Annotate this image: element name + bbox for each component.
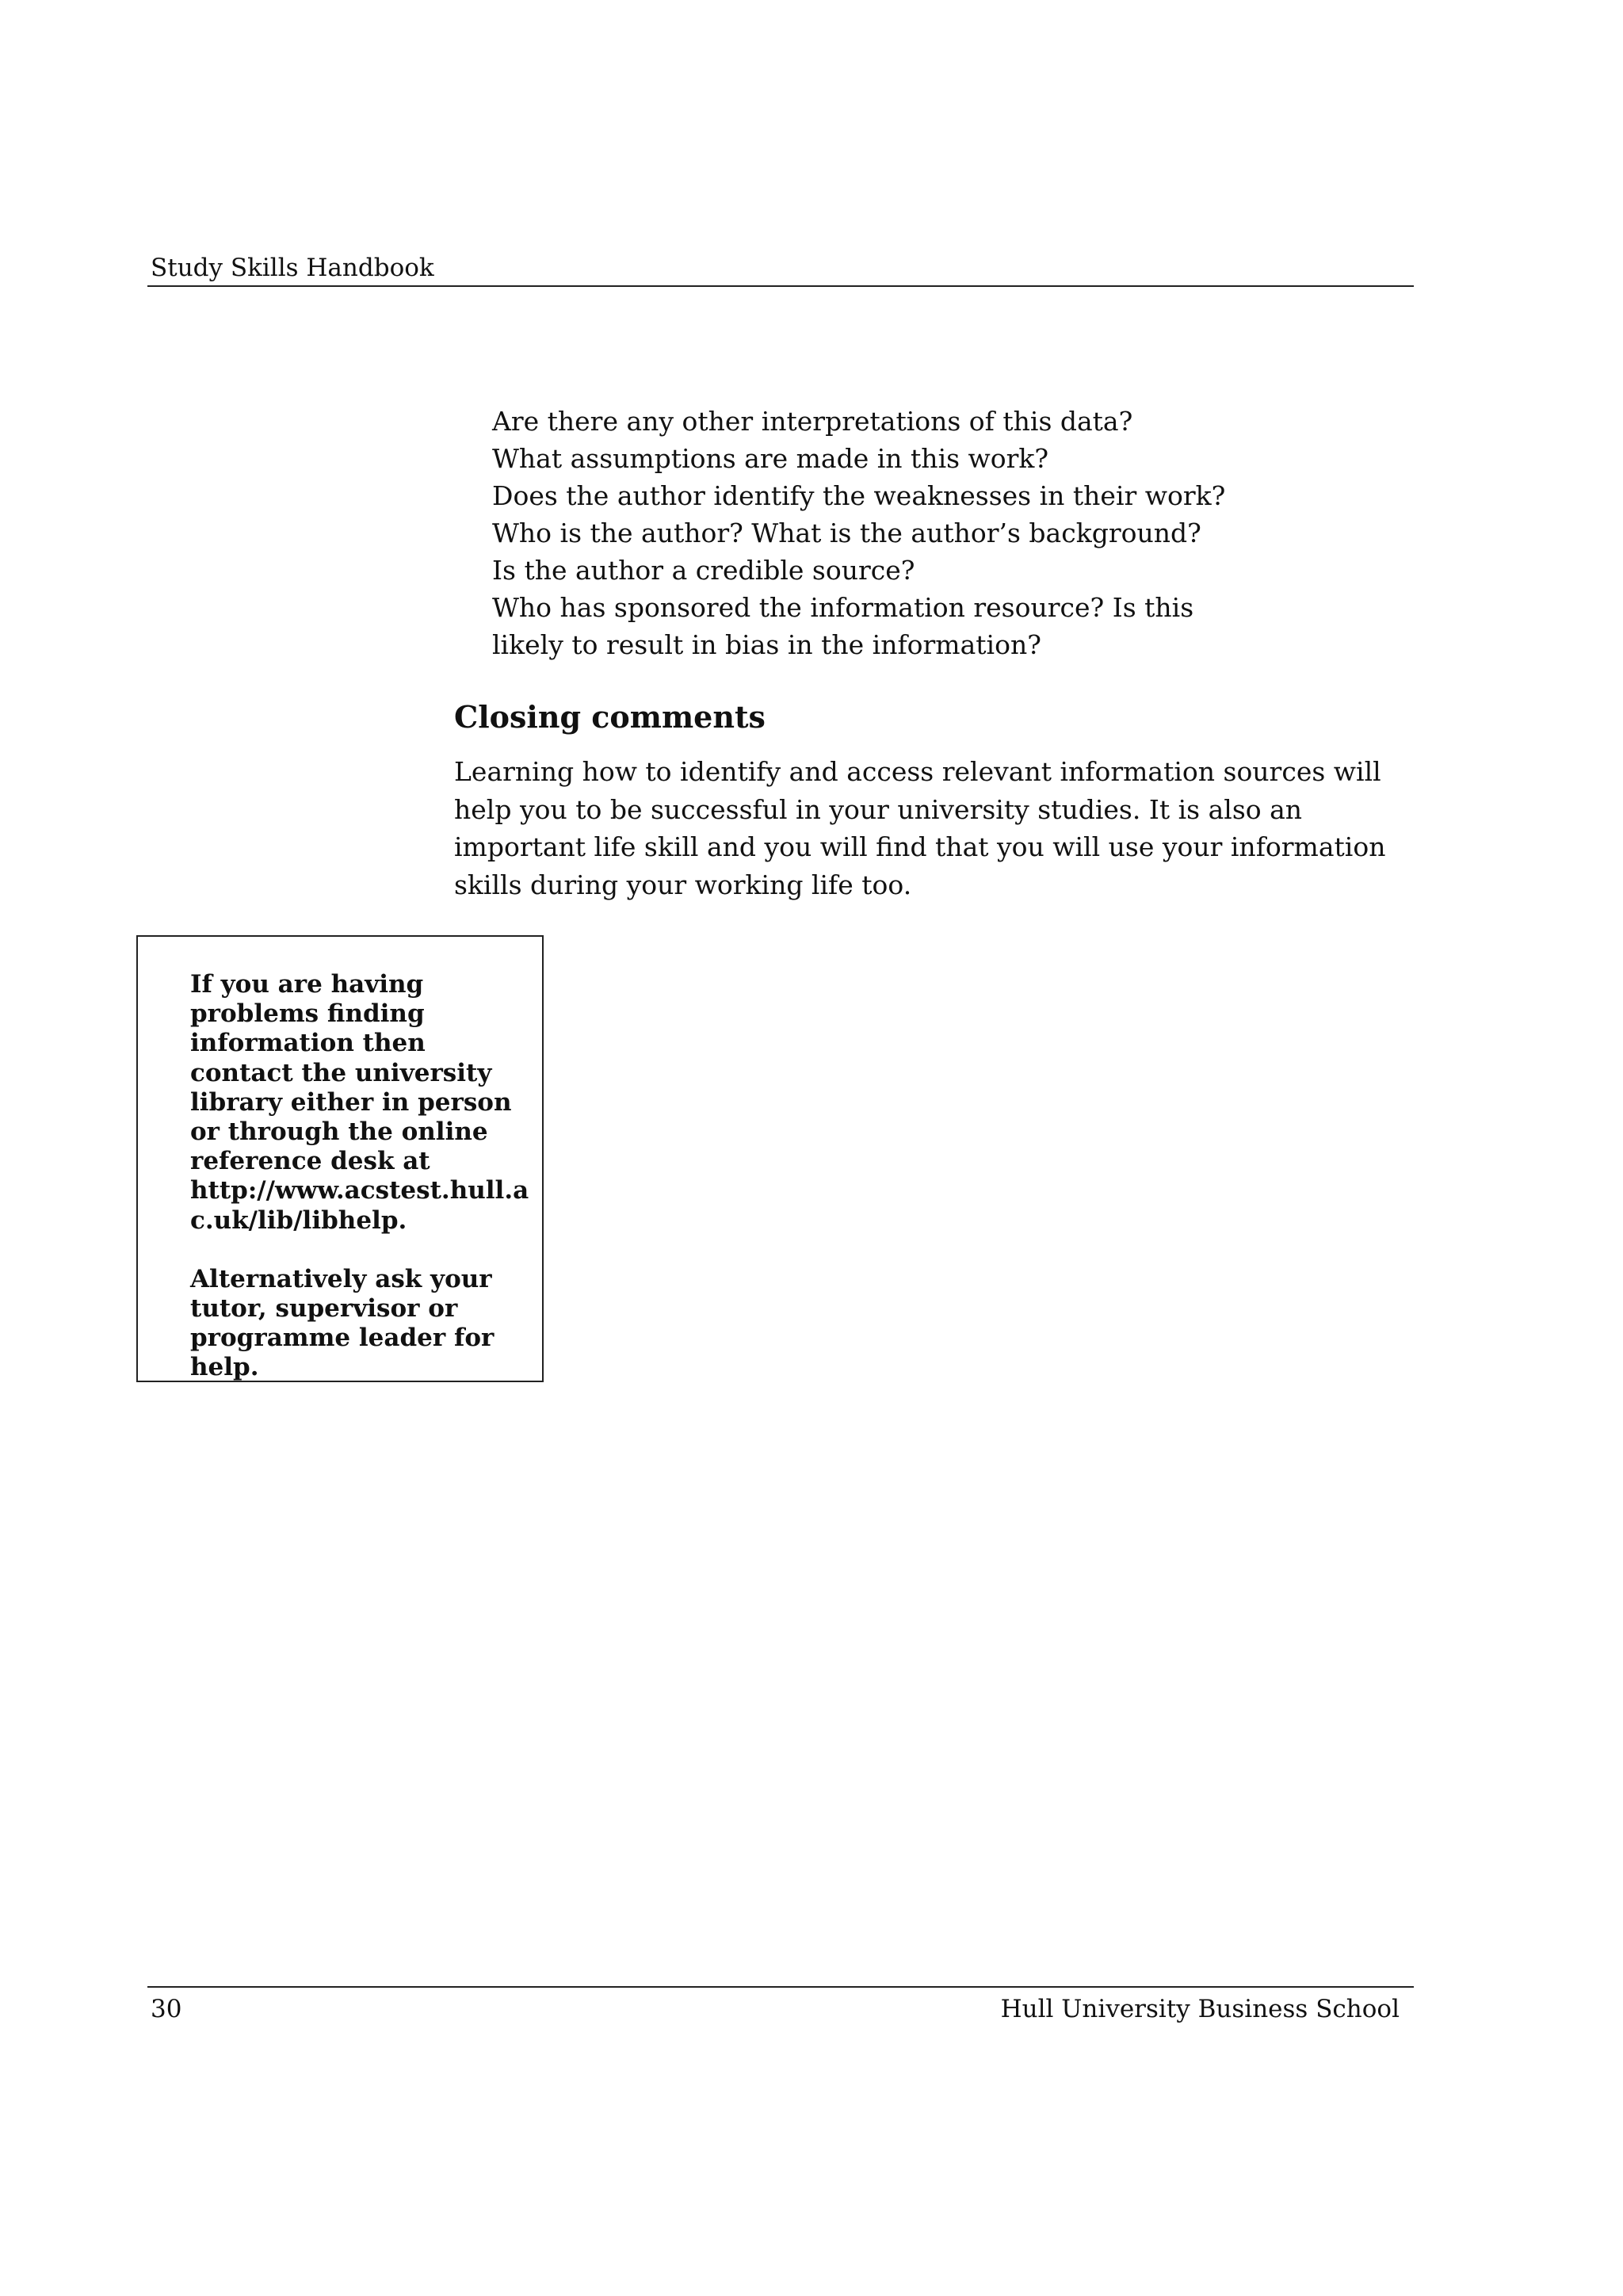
running-header-title: Study Skills Handbook bbox=[151, 254, 434, 282]
page-number: 30 bbox=[151, 1995, 182, 2023]
critical-questions-list bbox=[492, 403, 1285, 663]
footer-rule bbox=[147, 1986, 1414, 1988]
callout-paragraph: Alternatively ask your tutor, supervisor or programme leader for help. bbox=[190, 1264, 495, 1382]
question-item: Are there any other interpretations of this data? bbox=[492, 406, 1133, 437]
callout-paragraph: If you are having problems finding information then contact the university library either in person or through the online reference desk at http://www.acstest.hull.ac.uk/lib/libhelp. bbox=[190, 970, 529, 1235]
closing-comments-heading: Closing comments bbox=[454, 699, 766, 735]
question-item: What assumptions are made in this work? bbox=[492, 443, 1049, 474]
question-item: Who is the author? What is the author’s background? Is the author a credible source? bbox=[492, 518, 1201, 586]
footer-organization: Hull University Business School bbox=[1000, 1995, 1400, 2023]
header-rule bbox=[147, 285, 1414, 287]
library-help-callout bbox=[136, 935, 544, 1382]
closing-comments-paragraph: Learning how to identify and access relevant information sources will help you to be successful in your university studies. It is also an important life skill and you will find that you will use your information skills during your working life too. bbox=[454, 756, 1386, 900]
question-item: Does the author identify the weaknesses in their work? bbox=[492, 480, 1226, 511]
question-item: Who has sponsored the information resource? Is this likely to result in bias in the information? bbox=[492, 592, 1194, 660]
